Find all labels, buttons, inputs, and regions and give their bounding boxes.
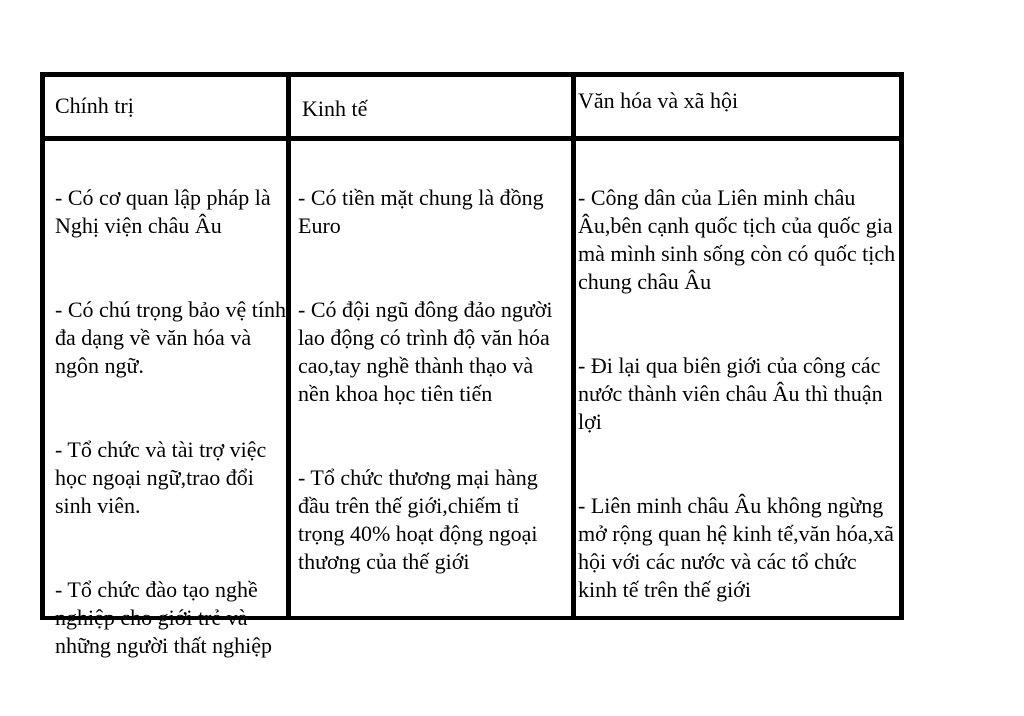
economy-item: - Tổ chức thương mại hàng đầu trên thế giới,chiếm tỉ trọng 40% hoạt động ngoại thương của thế giới bbox=[298, 465, 538, 574]
culture-item: - Liên minh châu Âu không ngừng mở rộng quan hệ kinh tế,văn hóa,xã hội với các nước và các tổ chức kinh tế trên thế giới bbox=[578, 493, 894, 602]
politics-item: - Có chú trọng bảo vệ tính đa dạng về văn hóa và ngôn ngữ. bbox=[55, 297, 286, 378]
cell-economy bbox=[298, 156, 570, 632]
economy-item: - Có tiền mặt chung là đồng Euro bbox=[298, 185, 544, 238]
header-economy: Kinh tế bbox=[302, 96, 368, 121]
cell-politics bbox=[55, 156, 287, 716]
comparison-table bbox=[40, 72, 904, 658]
header-culture-society: Văn hóa và xã hội bbox=[578, 88, 739, 113]
column-divider-2 bbox=[571, 77, 576, 616]
politics-item: - Có cơ quan lập pháp là Nghị viện châu Âu bbox=[55, 185, 271, 238]
cell-culture-society bbox=[578, 156, 898, 660]
politics-item: - Tổ chức và tài trợ việc học ngoại ngữ,trao đổi sinh viên. bbox=[55, 437, 267, 518]
culture-item: - Công dân của Liên minh châu Âu,bên cạnh quốc tịch của quốc gia mà mình sinh sống còn có quốc tịch chung châu Âu bbox=[578, 185, 896, 294]
economy-item: - Có đội ngũ đông đảo người lao động có trình độ văn hóa cao,tay nghề thành thạo và nền khoa học tiên tiến bbox=[298, 297, 553, 406]
politics-item: - Tổ chức đào tạo nghề nghiệp cho giới trẻ và những người thất nghiệp bbox=[55, 577, 272, 658]
header-politics: Chính trị bbox=[55, 93, 134, 118]
culture-item: - Đi lại qua biên giới của công các nước thành viên châu Âu thì thuận lợi bbox=[578, 353, 883, 434]
header-divider bbox=[45, 136, 899, 141]
